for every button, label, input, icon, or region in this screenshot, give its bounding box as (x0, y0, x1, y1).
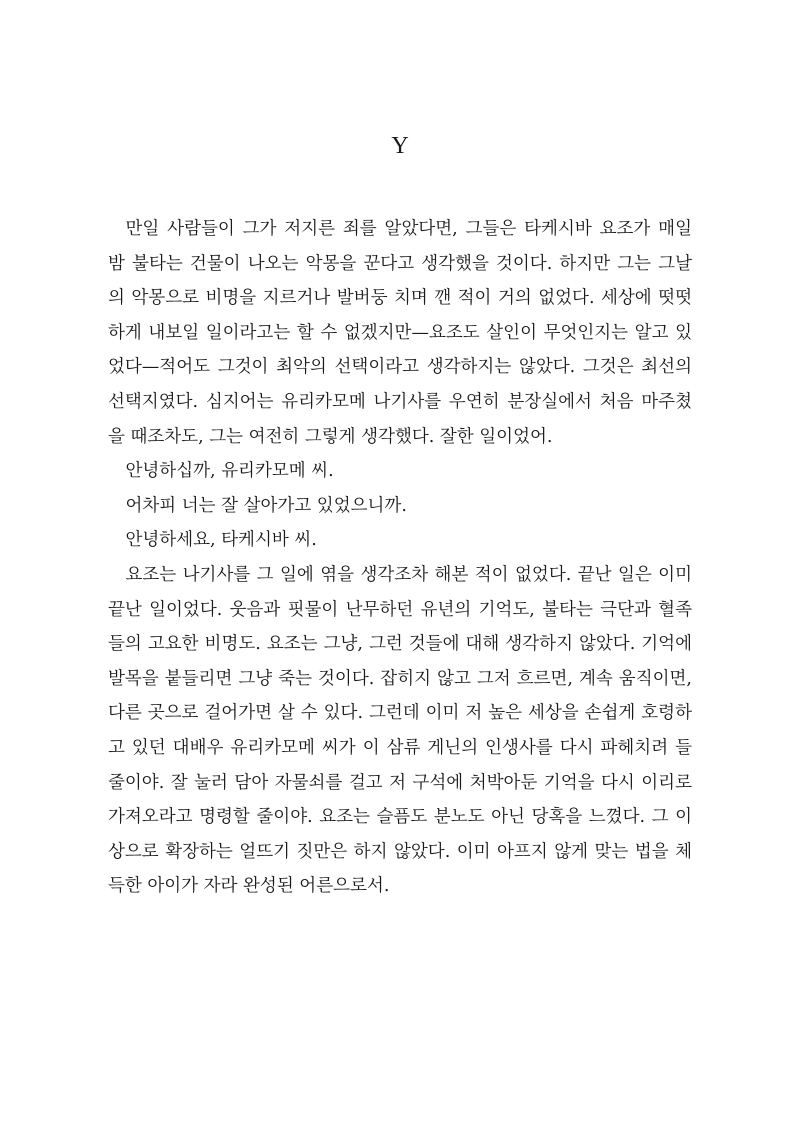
chapter-title: Y (391, 133, 409, 159)
paragraph: 어차피 너는 잘 살아가고 있었으니까. (125, 495, 407, 516)
paragraph: 요조는 나기사를 그 일에 엮을 생각조차 해본 적이 없었다. 끝난 일은 이미 끝난 일이었다. 웃음과 핏물이 난무하던 유년의 기억도, 불타는 극단과 혈족들의 고요한 비명도. 요조는 그냥, 그런 것들에 대해 생각하지 않았다. 기억에 발목을 붙들리면 그냥 죽는 것이다. 잡히지 않고 그저 흐르면, 계속 움직이면, 다른 곳으로 걸어가면 살 수 있다. 그런데 이미 저 높은 세상을 손쉽게 호령하고 있던 대배우 유리카모메 씨가 이 삼류 게닌의 인생사를 다시 파헤치려 들 줄이야. 잘 눌러 담아 자물쇠를 걸고 저 구석에 처박아둔 기억을 다시 이리로 가져오라고 명령할 줄이야. 요조는 슬픔도 분노도 아닌 당혹을 느꼈다. 그 이상으로 확장하는 얼뜨기 짓만은 하지 않았다. 이미 아프지 않게 맞는 법을 체득한 아이가 자라 완성된 어른으로서. (108, 564, 692, 897)
paragraph: 안녕하십까, 유리카모메 씨. (125, 461, 334, 482)
paragraph: 안녕하세요, 타케시바 씨. (125, 530, 317, 551)
paragraph: 만일 사람들이 그가 저지른 죄를 알았다면, 그들은 타케시바 요조가 매일 밤 불타는 건물이 나오는 악몽을 꾼다고 생각했을 것이다. 하지만 그는 그날의 악몽으로 비명을 지르거나 발버둥 치며 깬 적이 거의 없었다. 세상에 떳떳하게 내보일 일이라고는 할 수 없겠지만—요조도 살인이 무엇인지는 알고 있었다—적어도 그것이 최악의 선택이라고 생각하지는 않았다. 그것은 최선의 선택지였다. 심지어는 유리카모메 나기사를 우연히 분장실에서 처음 마주쳤을 때조차도, 그는 여전히 그렇게 생각했다. 잘한 일이었어. (108, 219, 692, 447)
chapter-body (108, 212, 692, 904)
